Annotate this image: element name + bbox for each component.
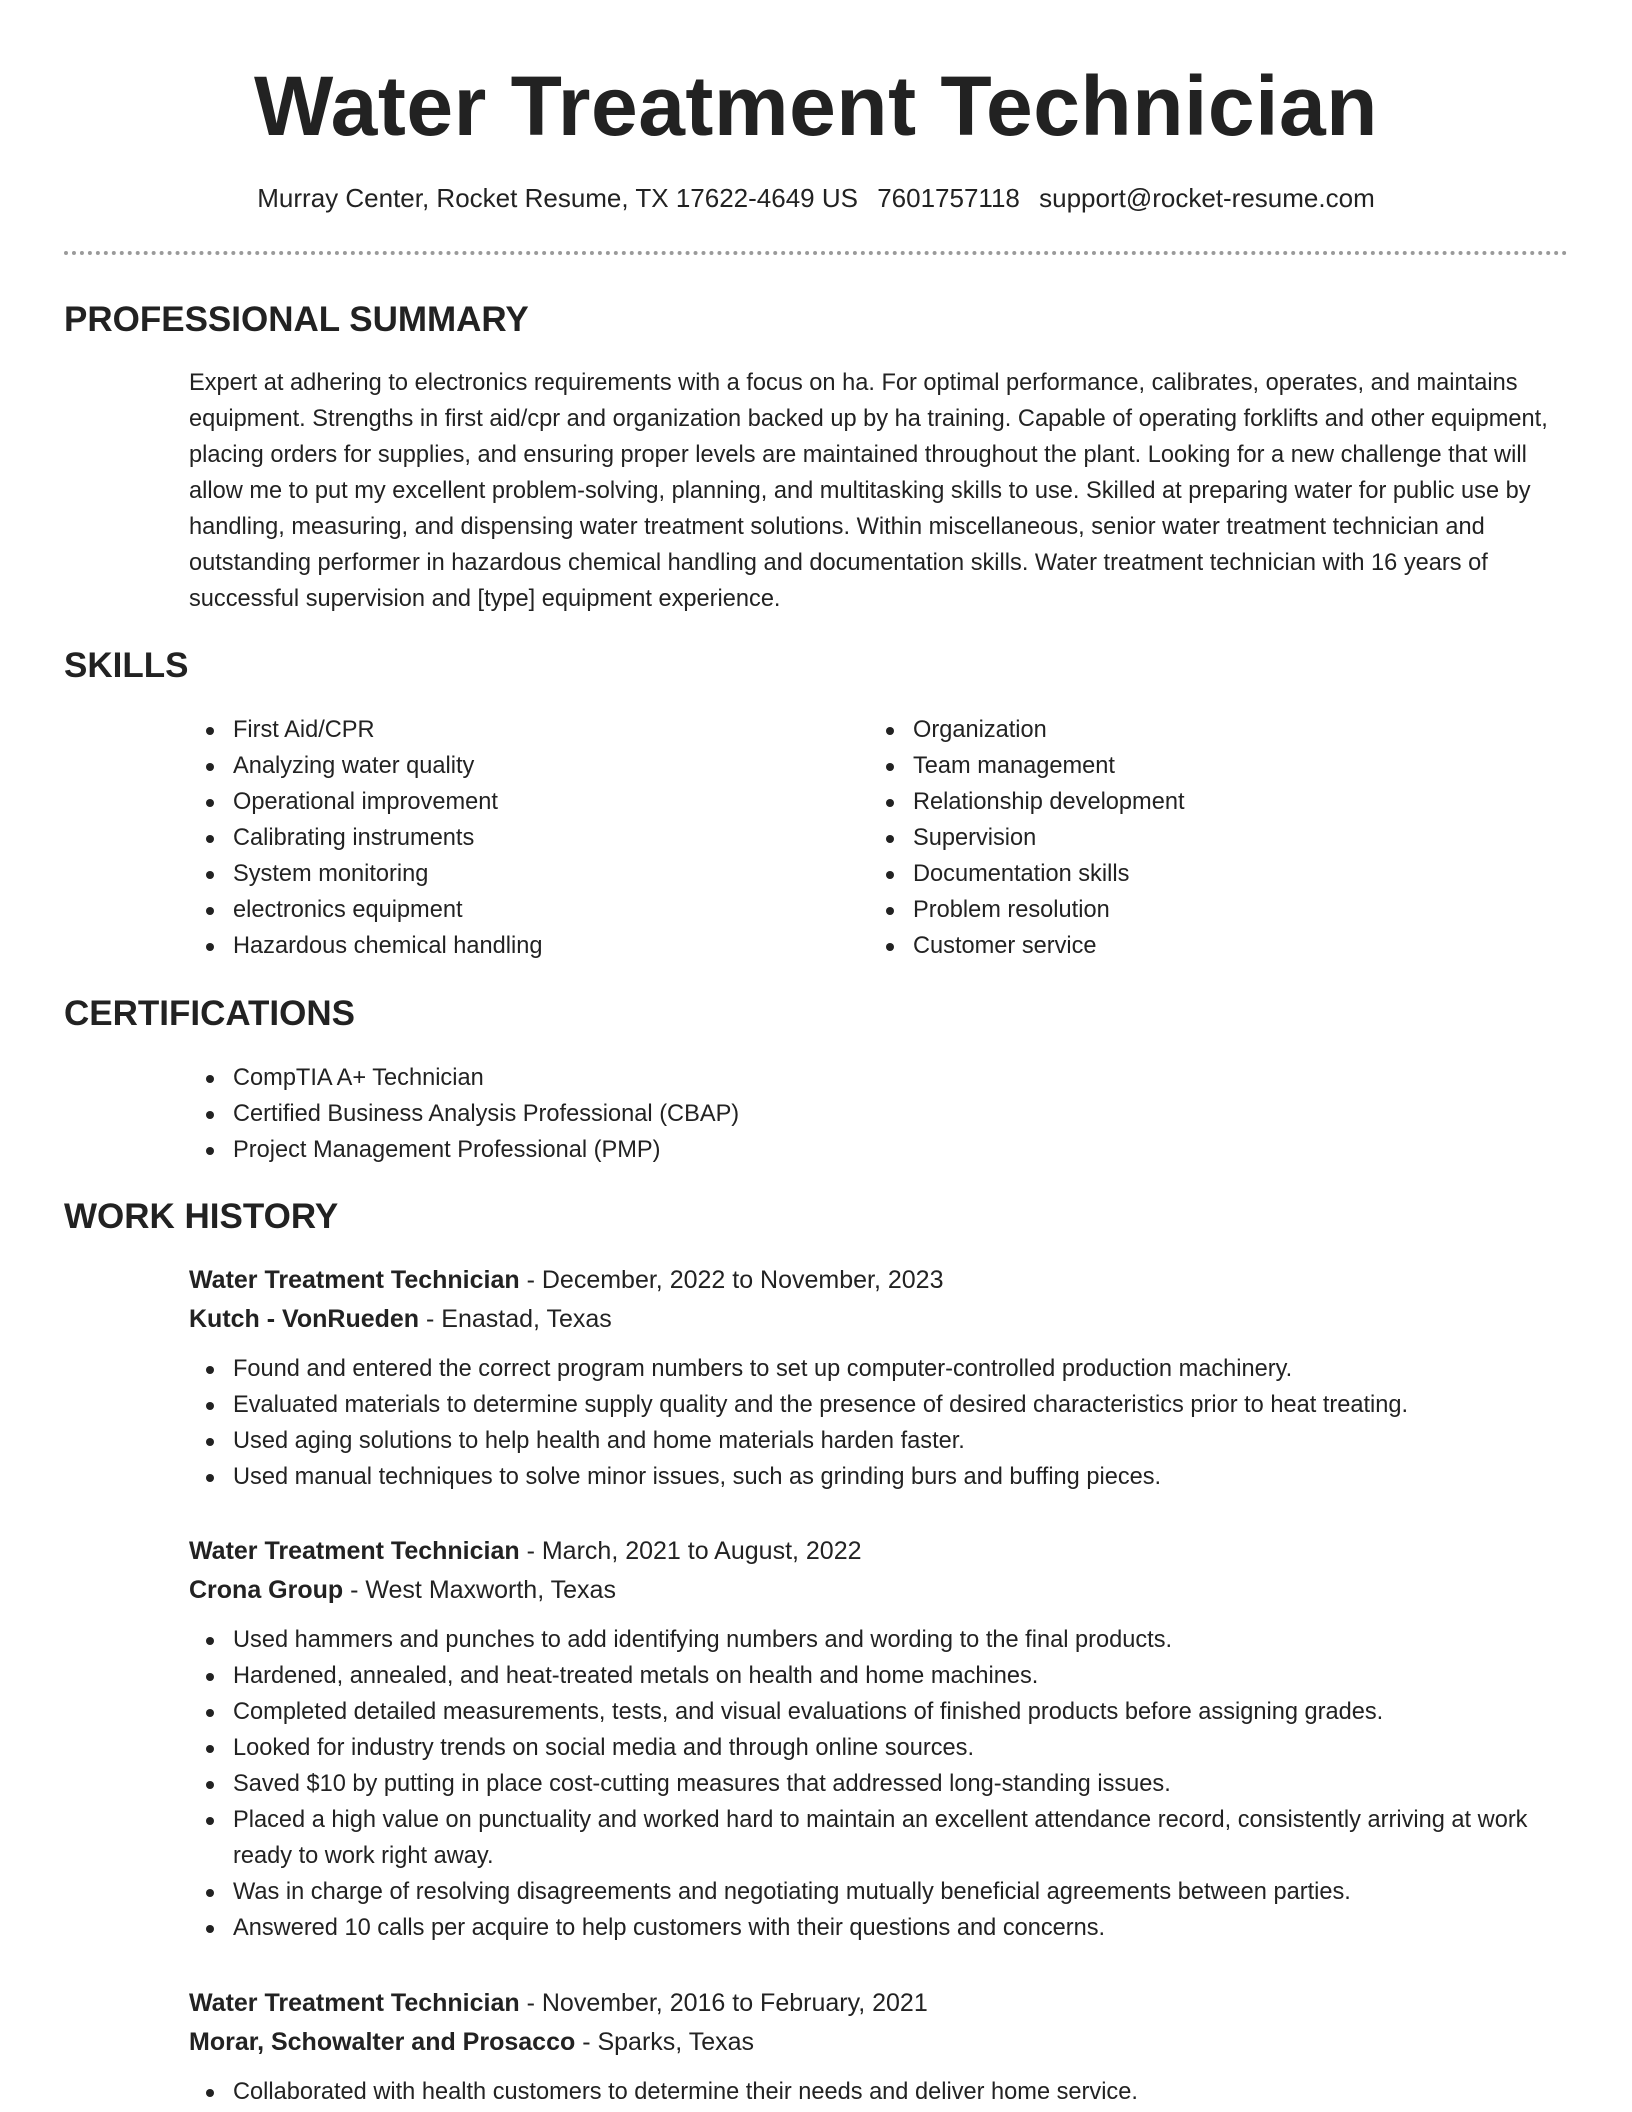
job-dates: - March, 2021 to August, 2022 (519, 1537, 862, 1565)
header-divider (64, 251, 1568, 255)
job-entry (189, 1532, 1569, 1946)
job-duty-item: Used manual techniques to solve minor issues, such as grinding burs and buffing pieces. (189, 1459, 1569, 1495)
job-company-line (189, 1300, 1569, 1339)
job-company-line (189, 2023, 1569, 2062)
job-company: Kutch - VonRueden (189, 1305, 420, 1333)
skill-item: Operational improvement (189, 784, 829, 820)
skill-item: Analyzing water quality (189, 748, 829, 784)
job-location: - Sparks, Texas (575, 2028, 755, 2056)
job-duties-list (189, 2074, 1569, 2110)
job-entry (189, 1261, 1569, 1495)
skill-item: Calibrating instruments (189, 820, 829, 856)
job-location: - West Maxworth, Texas (343, 1576, 616, 1604)
job-dates: - November, 2016 to February, 2021 (519, 1989, 928, 2017)
skill-item: Organization (869, 712, 1509, 748)
certification-item: Certified Business Analysis Professional (CBAP) (189, 1096, 1489, 1132)
skill-item: electronics equipment (189, 892, 829, 928)
section-title-work-history: WORK HISTORY (64, 1197, 339, 1236)
job-company: Crona Group (189, 1576, 344, 1604)
skill-item: Documentation skills (869, 856, 1509, 892)
job-position: Water Treatment Technician (189, 1537, 520, 1565)
job-duties-list (189, 1622, 1569, 1946)
skill-item: Problem resolution (869, 892, 1509, 928)
certification-item: CompTIA A+ Technician (189, 1060, 1489, 1096)
job-duty-item: Answered 10 calls per acquire to help customers with their questions and concerns. (189, 1910, 1569, 1946)
job-duty-item: Placed a high value on punctuality and worked hard to maintain an excellent attendance record, consistently arriving at work ready to work right away. (189, 1802, 1569, 1874)
skill-item: System monitoring (189, 856, 829, 892)
job-dates: - December, 2022 to November, 2023 (519, 1266, 944, 1294)
skills-list-left (189, 712, 829, 964)
section-title-skills: SKILLS (64, 646, 189, 685)
job-location: - Enastad, Texas (419, 1305, 612, 1333)
skill-item: Hazardous chemical handling (189, 928, 829, 964)
job-company: Morar, Schowalter and Prosacco (189, 2028, 576, 2056)
skill-item: Supervision (869, 820, 1509, 856)
job-duty-item: Collaborated with health customers to determine their needs and deliver home service. (189, 2074, 1569, 2110)
job-duties-list (189, 1351, 1569, 1495)
job-company-line (189, 1571, 1569, 1610)
certifications-list (189, 1060, 1489, 1168)
job-position: Water Treatment Technician (189, 1266, 520, 1294)
resume-title: Water Treatment Technician (254, 59, 1378, 153)
skills-list-right (869, 712, 1509, 964)
job-duty-item: Evaluated materials to determine supply quality and the presence of desired characteristics prior to heat treating. (189, 1387, 1569, 1423)
job-duty-item: Hardened, annealed, and heat-treated metals on health and home machines. (189, 1658, 1569, 1694)
job-duty-item: Completed detailed measurements, tests, and visual evaluations of finished products before assigning grades. (189, 1694, 1569, 1730)
summary-text: Expert at adhering to electronics requirements with a focus on ha. For optimal performance, calibrates, operates, and maintains equipment. Strengths in first aid/cpr and organization backed up by ha training. Capable of operating forklifts and other equipment, placing orders for supplies, and ensuring proper levels are maintained throughout the plant. Looking for a new challenge that will allow me to put my excellent problem-solving, planning, and multitasking skills to use. Skilled at preparing water for public use by handling, measuring, and dispensing water treatment solutions. Within miscellaneous, senior water treatment technician and outstanding performer in hazardous chemical handling and documentation skills. Water treatment technician with 16 years of successful supervision and [type] equipment experience. (189, 370, 1548, 612)
section-title-certifications: CERTIFICATIONS (64, 994, 356, 1033)
job-duty-item: Found and entered the correct program numbers to set up computer-controlled production machinery. (189, 1351, 1569, 1387)
job-duty-item: Was in charge of resolving disagreements and negotiating mutually beneficial agreements between parties. (189, 1874, 1569, 1910)
skill-item: Customer service (869, 928, 1509, 964)
skill-item: First Aid/CPR (189, 712, 829, 748)
certification-item: Project Management Professional (PMP) (189, 1132, 1489, 1168)
job-position: Water Treatment Technician (189, 1989, 520, 2017)
job-title-line (189, 1984, 1569, 2023)
job-title-line (189, 1532, 1569, 1571)
contact-line (0, 182, 1632, 214)
contact-email: support@rocket-resume.com (1039, 183, 1375, 213)
contact-address: Murray Center, Rocket Resume, TX 17622-4649 US (257, 183, 858, 213)
job-title-line (189, 1261, 1569, 1300)
contact-phone: 7601757118 (877, 183, 1020, 213)
job-entry (189, 1984, 1569, 2110)
job-duty-item: Looked for industry trends on social media and through online sources. (189, 1730, 1569, 1766)
job-duty-item: Used hammers and punches to add identifying numbers and wording to the final products. (189, 1622, 1569, 1658)
job-duty-item: Saved $10 by putting in place cost-cutting measures that addressed long-standing issues. (189, 1766, 1569, 1802)
job-duty-item: Used aging solutions to help health and home materials harden faster. (189, 1423, 1569, 1459)
section-title-summary: PROFESSIONAL SUMMARY (64, 300, 529, 339)
skill-item: Relationship development (869, 784, 1509, 820)
skill-item: Team management (869, 748, 1509, 784)
